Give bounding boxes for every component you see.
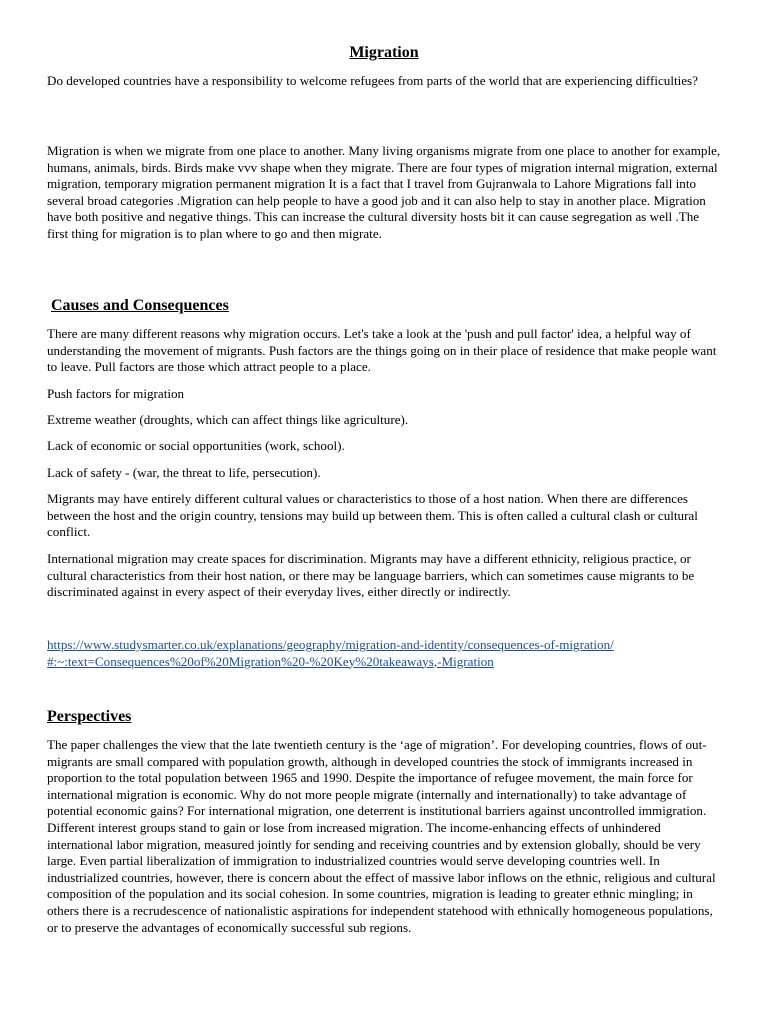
- push-factor-safety: Lack of safety - (war, the threat to life, persecution).: [47, 465, 321, 480]
- intro-paragraph: Migration is when we migrate from one place to another. Many living organisms migrate from one place to another for example, humans, animals, birds. Birds make vvv shape when they migrate. There are four types of migration internal migration, external migration, temporary migration permanent migration It is a fact that I travel from Gujranwala to Lahore Migrations fall into several broad categories .Migration can help people to have a good job and it can also help to stay in another place. Migration have both positive and negative things. This can increase the cultural diversity hosts bit it can cause segregation as well .The first thing for migration is to plan where to go and then migrate.: [47, 143, 721, 241]
- page-title: Migration: [349, 44, 419, 61]
- perspectives-paragraph: The paper challenges the view that the late twentieth century is the ‘age of migration’. For developing countries, flows of out-migrants are small compared with population growth, although in developed countries the stock of immigrants increased in proportion to the total population between 1965 and 1990. Despite the importance of refugee movement, the main force for international migration is economic. Why do not more people migrate (internally and internationally) to take advantage of potential economic gains? For international migration, one deterrent is institutional barriers against uncontrolled immigration. Different interest groups stand to gain or lose from increased migration. The income-enhancing effects of unhindered international labor migration, measured jointly for sending and receiving countries and by extension globally, should be very large. Even partial liberalization of immigration to industrialized countries would serve developing countries well. In industrialized countries, however, there is concern about the effect of massive labor inflows on the ethnic, religious and cultural composition of the population and its social cohesion. In some countries, migration is leading to greater ethnic mingling; in others there is a recrudescence of nationalistic aspirations for independent statehood with ethnically homogeneous populations, or to preserve the advantages of economically successful sub regions.: [47, 737, 716, 935]
- causes-heading: Causes and Consequences: [51, 297, 229, 314]
- push-factors-label: Push factors for migration: [47, 386, 185, 401]
- push-factor-weather: Extreme weather (droughts, which can affect things like agriculture).: [47, 412, 409, 427]
- perspectives-heading: Perspectives: [47, 708, 132, 725]
- source-link-line-2: #:~:text=Consequences%20of%20Migration%20-%20Key%20takeaways,-Migration: [47, 653, 494, 669]
- source-link-line-1: https://www.studysmarter.co.uk/explanations/geography/migration-and-identity/consequences-of-migration/: [47, 637, 614, 652]
- causes-paragraph-1: There are many different reasons why migration occurs. Let's take a look at the 'push and pull factor' idea, a helpful way of understanding the movement of migrants. Push factors are the things going on in their place of residence that make people want to leave. Pull factors are those which attract people to a place.: [47, 326, 717, 375]
- source-link[interactable]: [47, 637, 723, 670]
- push-factor-opportunities: Lack of economic or social opportunities (work, school).: [47, 438, 345, 453]
- causes-paragraph-cultural: Migrants may have entirely different cultural values or characteristics to those of a host nation. When there are differences between the host and the origin country, tensions may build up between them. This is often called a cultural clash or cultural conflict.: [47, 491, 698, 540]
- causes-paragraph-discrimination: International migration may create spaces for discrimination. Migrants may have a different ethnicity, religious practice, or cultural characteristics from their host nation, or there may be language barriers, which can sometimes cause migrants to be discriminated against in every aspect of their everyday lives, either directly or indirectly.: [47, 551, 695, 600]
- question-paragraph: Do developed countries have a responsibility to welcome refugees from parts of the world that are experiencing difficulties?: [47, 73, 698, 88]
